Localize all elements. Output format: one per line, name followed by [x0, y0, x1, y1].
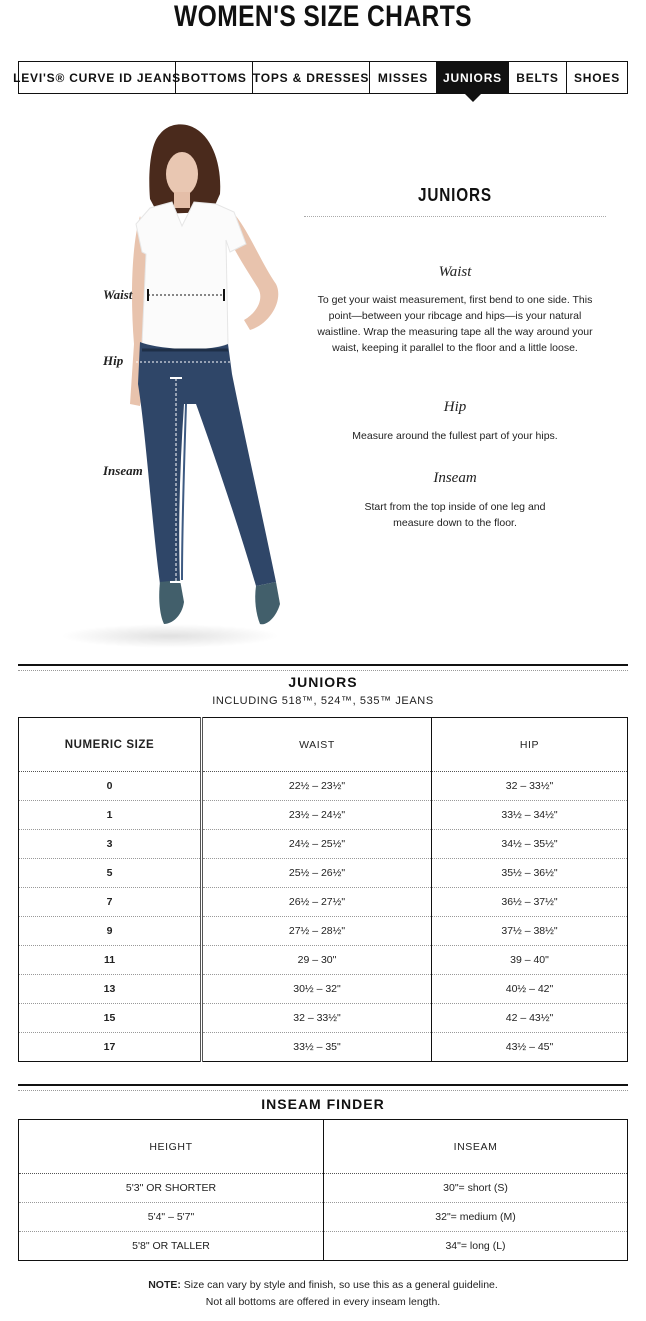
guide-divider [304, 216, 606, 217]
hip-cell: 39 – 40" [432, 946, 628, 975]
header-height: HEIGHT [19, 1120, 324, 1174]
waist-cell: 32 – 33½" [202, 1004, 432, 1033]
inseam-cell: 34"= long (L) [445, 1240, 506, 1252]
hip-instructions: Measure around the fullest part of your hips. [352, 430, 558, 442]
table-header-row [19, 718, 628, 772]
hip-cell: 33½ – 34½" [432, 801, 628, 830]
model-illustration [0, 104, 340, 649]
size-cell: 15 [19, 1004, 202, 1033]
note-line-2: Not all bottoms are offered in every inseam length. [205, 1296, 441, 1308]
size-cell: 9 [19, 917, 202, 946]
table-row [19, 1004, 628, 1033]
hip-cell: 36½ – 37½" [432, 888, 628, 917]
size-chart-tabs [13, 61, 628, 94]
table-row [19, 917, 628, 946]
waist-cell: 26½ – 27½" [202, 888, 432, 917]
table-row [19, 772, 628, 801]
table-row [19, 946, 628, 975]
hip-cell: 34½ – 35½" [432, 830, 628, 859]
inseam-cell: 32"= medium (M) [324, 1203, 628, 1232]
tab-shoes[interactable]: SHOES [573, 70, 620, 85]
note-label: NOTE: [148, 1279, 181, 1291]
inseam-finder-table [18, 1119, 628, 1261]
size-cell: 1 [19, 801, 202, 830]
waist-cell: 24½ – 25½" [202, 830, 432, 859]
table-row [19, 888, 628, 917]
waist-label: Waist [103, 287, 133, 302]
page-title: WOMEN'S SIZE CHARTS [174, 0, 472, 33]
header-waist: WAIST [202, 718, 432, 772]
table-row [19, 859, 628, 888]
inseam-instructions: Start from the top inside of one leg and measure down to the floor. [364, 501, 546, 529]
waist-cell: 22½ – 23½" [202, 772, 432, 801]
hip-heading: Hip [443, 399, 467, 415]
tab-juniors[interactable]: JUNIORS [437, 62, 509, 93]
model-figure [0, 104, 340, 649]
size-cell: 5 [19, 859, 202, 888]
table-row [19, 1174, 628, 1203]
juniors-size-table [18, 717, 628, 1062]
tab-tops-dresses[interactable]: TOPS & DRESSES [253, 62, 370, 93]
height-cell: 5'3" OR SHORTER [19, 1174, 324, 1203]
height-cell: 5'8" OR TALLER [19, 1232, 324, 1261]
hip-cell: 35½ – 36½" [432, 859, 628, 888]
table-row [19, 1203, 628, 1232]
guide-title: JUNIORS [418, 185, 492, 205]
hip-cell: 43½ – 45" [505, 1041, 554, 1053]
waist-cell: 33½ – 35" [202, 1033, 432, 1062]
section-divider-inseam [18, 1084, 628, 1088]
inseam-label: Inseam [103, 463, 143, 478]
waist-cell: 23½ – 24½" [202, 801, 432, 830]
size-cell: 0 [19, 772, 202, 801]
table-row [19, 1232, 628, 1261]
tab-bottoms[interactable]: BOTTOMS [176, 62, 253, 93]
floor-shadow [60, 624, 280, 648]
tab-misses[interactable]: MISSES [370, 62, 437, 93]
waist-cell: 25½ – 26½" [202, 859, 432, 888]
header-inseam: INSEAM [324, 1120, 628, 1174]
waist-heading: Waist [438, 264, 472, 280]
hip-label: Hip [103, 353, 124, 368]
hip-cell: 32 – 33½" [432, 772, 628, 801]
waist-cell: 27½ – 28½" [202, 917, 432, 946]
measurement-guide [304, 180, 606, 217]
size-cell: 3 [19, 830, 202, 859]
size-note [0, 1277, 646, 1311]
size-cell: 17 [19, 1033, 202, 1062]
table-row [19, 1033, 628, 1062]
tab-belts[interactable]: BELTS [509, 62, 567, 93]
hip-cell: 40½ – 42" [432, 975, 628, 1004]
table-row [19, 975, 628, 1004]
waist-cell: 29 – 30" [202, 946, 432, 975]
table-row [19, 830, 628, 859]
tab-curve-id-jeans[interactable]: LEVI'S® CURVE ID JEANS [19, 62, 176, 93]
inseam-heading: Inseam [433, 470, 477, 486]
juniors-chart-subtitle: INCLUDING 518™, 524™, 535™ JEANS [212, 695, 434, 707]
inseam-finder-title: INSEAM FINDER [261, 1096, 385, 1112]
table-header-row [19, 1120, 628, 1174]
size-cell: 11 [19, 946, 202, 975]
hip-cell: 37½ – 38½" [432, 917, 628, 946]
header-numeric-size: NUMERIC SIZE [19, 718, 202, 772]
note-line-1: Size can vary by style and finish, so use this as a general guideline. [183, 1279, 498, 1291]
juniors-chart-title: JUNIORS [288, 674, 358, 690]
hip-cell: 42 – 43½" [432, 1004, 628, 1033]
header-hip: HIP [432, 718, 628, 772]
size-cell: 7 [19, 888, 202, 917]
height-cell: 5'4" – 5'7" [19, 1203, 324, 1232]
waist-cell: 30½ – 32" [202, 975, 432, 1004]
inseam-cell: 30"= short (S) [324, 1174, 628, 1203]
table-row [19, 801, 628, 830]
section-divider-juniors [18, 664, 628, 668]
size-cell: 13 [19, 975, 202, 1004]
waist-instructions: To get your waist measurement, first bend to one side. This point—between your ribcage and hips—is your natural waistline. Wrap the measuring tape all the way around your waist, keeping it parallel to the floor and a little loose. [317, 294, 593, 354]
